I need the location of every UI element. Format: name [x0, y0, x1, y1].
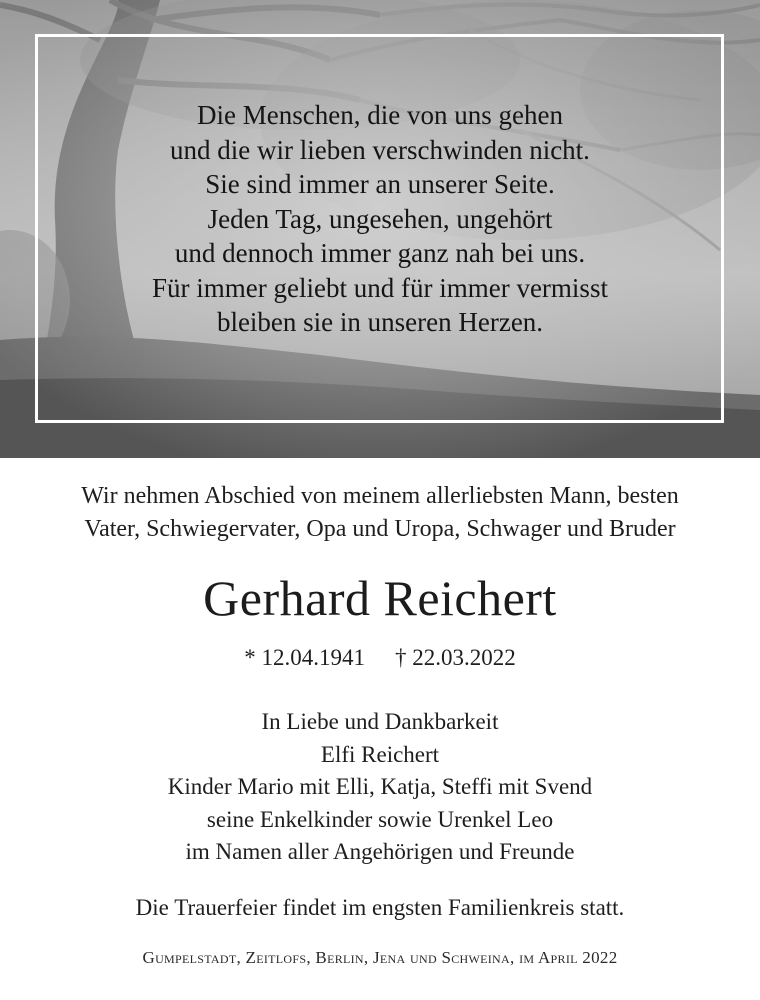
mourners-heading: In Liebe und Dankbarkeit — [261, 709, 499, 734]
deceased-name: Gerhard Reichert — [203, 570, 557, 626]
poem-line: und dennoch immer ganz nah bei uns. — [174, 238, 586, 268]
places-and-date: Gumpelstadt, Zeitlofs, Berlin, Jena und Schweina, im April 2022 — [142, 948, 618, 967]
poem-line: Die Menschen, die von uns gehen — [197, 100, 563, 130]
poem — [0, 98, 760, 340]
mourner-line: im Namen aller Angehörigen und Freunde — [185, 839, 575, 864]
farewell-intro — [0, 480, 760, 546]
funeral-note: Die Trauerfeier findet im engsten Familienkreis statt. — [135, 895, 625, 920]
life-dates — [0, 643, 760, 673]
mourners-block — [0, 706, 760, 869]
mourner-line: seine Enkelkinder sowie Urenkel Leo — [206, 806, 554, 832]
death-date: † 22.03.2022 — [395, 645, 516, 670]
mourner-line: Elfi Reichert — [320, 741, 440, 767]
poem-line: Sie sind immer an unserer Seite. — [205, 169, 555, 199]
mourner-line: Kinder Mario mit Elli, Katja, Steffi mit Svend — [167, 774, 593, 799]
intro-line: Vater, Schwiegervater, Opa und Uropa, Schwager und Bruder — [84, 516, 676, 542]
poem-line: bleiben sie in unseren Herzen. — [216, 307, 544, 337]
birth-date: * 12.04.1941 — [244, 645, 365, 670]
intro-line: Wir nehmen Abschied von meinem allerliebsten Mann, besten — [81, 483, 679, 509]
poem-line: Für immer geliebt und für immer vermisst — [152, 272, 608, 303]
poem-line: Jeden Tag, ungesehen, ungehört — [207, 203, 553, 234]
poem-line: und die wir lieben verschwinden nicht. — [170, 134, 590, 165]
